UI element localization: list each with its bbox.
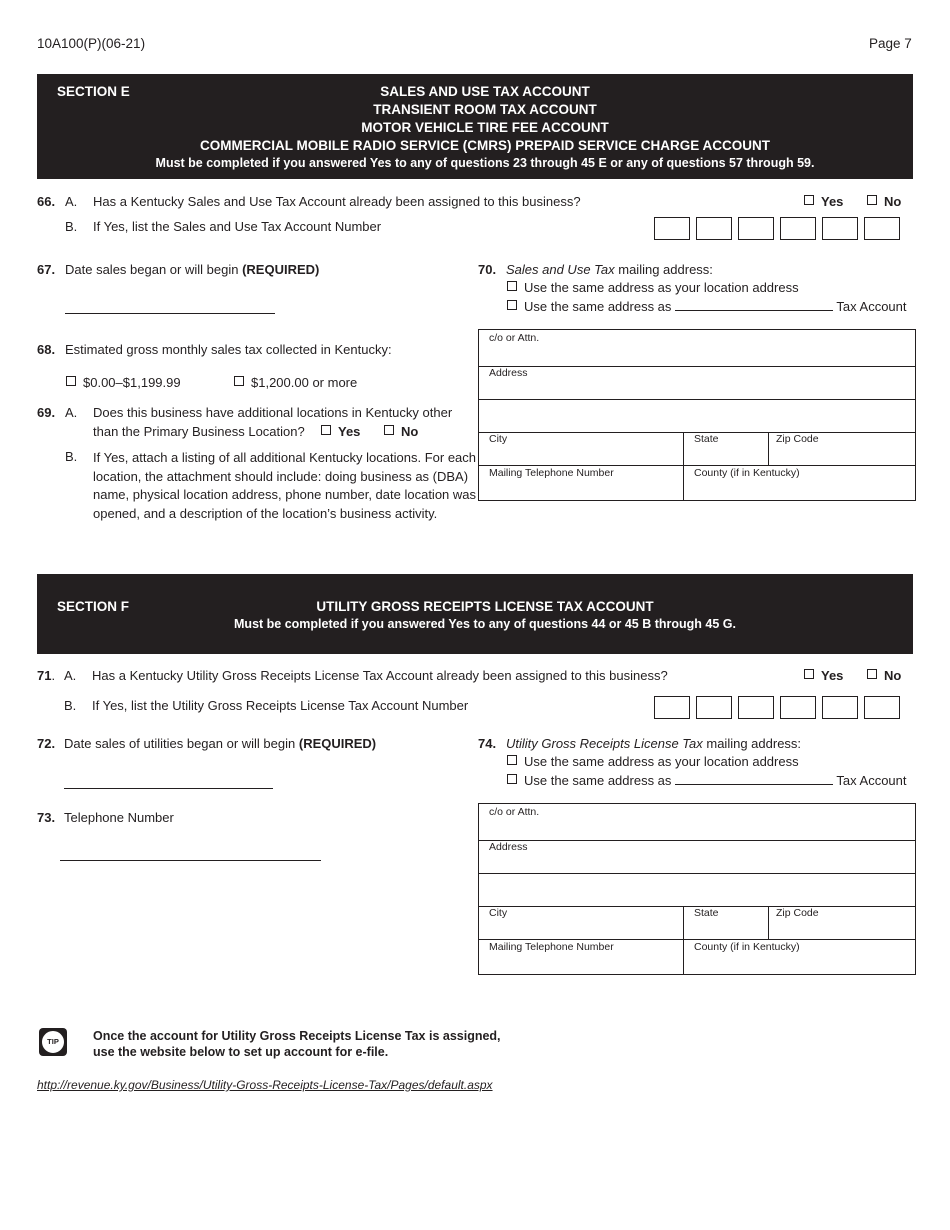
checkbox-icon xyxy=(507,281,517,291)
digit-box[interactable] xyxy=(696,217,732,240)
q72-date-line[interactable] xyxy=(64,788,273,789)
q71-yes-label: Yes xyxy=(821,668,844,683)
form-id: 10A100(P)(06-21) xyxy=(37,36,146,51)
digit-box[interactable] xyxy=(780,217,816,240)
section-f-address-box[interactable] xyxy=(478,803,916,975)
section-f-header xyxy=(37,574,913,654)
q70-option-2-pre: Use the same address as xyxy=(524,299,676,314)
q69-yes-label: Yes xyxy=(338,424,361,439)
q66-yes-checkbox[interactable] xyxy=(804,194,843,209)
tip-line-1: Once the account for Utility Gross Receipts License Tax is assigned, xyxy=(93,1029,501,1043)
checkbox-icon xyxy=(804,669,814,679)
q68-text: Estimated gross monthly sales tax collected in Kentucky: xyxy=(65,342,392,357)
q69-number: 69. xyxy=(37,405,56,420)
tip-text xyxy=(93,1028,501,1060)
q69-yes-checkbox[interactable] xyxy=(321,424,360,439)
q71-a-label: A. xyxy=(64,668,77,683)
checkbox-icon xyxy=(66,376,76,386)
q70-option-2-post: Tax Account xyxy=(833,299,907,314)
q71-account-number-boxes[interactable] xyxy=(654,696,900,719)
section-e-subtitle: Must be completed if you answered Yes to any of questions 23 through 45 E or any of questions 57 through 59. xyxy=(155,156,815,170)
q71-no-label: No xyxy=(884,668,902,683)
section-f-subtitle: Must be completed if you answered Yes to any of questions 44 or 45 B through 45 G. xyxy=(234,617,736,631)
co-attn-label: c/o or Attn. xyxy=(489,332,540,344)
q68-option-2-label: $1,200.00 or more xyxy=(251,375,358,390)
section-e-header xyxy=(37,74,913,179)
digit-box[interactable] xyxy=(822,696,858,719)
city-label: City xyxy=(489,907,508,919)
digit-box[interactable] xyxy=(738,696,774,719)
checkbox-icon xyxy=(321,425,331,435)
checkbox-icon xyxy=(867,669,877,679)
city-label: City xyxy=(489,433,508,445)
q74-option-2-pre: Use the same address as xyxy=(524,773,676,788)
q69-b-line: If Yes, attach a listing of all additional Kentucky locations. For each xyxy=(93,450,477,465)
q69-no-label: No xyxy=(401,424,419,439)
q71-a-text: Has a Kentucky Utility Gross Receipts License Tax Account already been assigned to this business? xyxy=(92,668,668,683)
checkbox-icon xyxy=(384,425,394,435)
q71-dot: . xyxy=(51,668,56,683)
q71-number xyxy=(37,668,55,683)
state-label: State xyxy=(694,433,719,445)
section-f-label: SECTION F xyxy=(57,599,130,614)
q74-number: 74. xyxy=(478,736,497,751)
section-f-title: UTILITY GROSS RECEIPTS LICENSE TAX ACCOUNT xyxy=(316,599,654,614)
q71-num: 71 xyxy=(37,668,52,683)
q68-number: 68. xyxy=(37,342,56,357)
q67-label: Date sales began or will begin xyxy=(65,262,243,277)
q68-option-2[interactable] xyxy=(234,375,357,390)
tip-line-2: use the website below to set up account for e-file. xyxy=(93,1045,389,1059)
q66-b-label: B. xyxy=(65,219,78,234)
q66-a-text: Has a Kentucky Sales and Use Tax Account already been assigned to this business? xyxy=(93,194,581,209)
q70-title xyxy=(506,262,713,277)
q74-option-same-location[interactable] xyxy=(507,754,799,769)
q69-b-line: name, physical location address, phone number, date location was xyxy=(93,487,477,503)
checkbox-icon xyxy=(507,774,517,784)
q71-yes-checkbox[interactable] xyxy=(804,668,843,683)
q71-b-text: If Yes, list the Utility Gross Receipts License Tax Account Number xyxy=(92,698,469,713)
q74-option-2-post: Tax Account xyxy=(833,773,907,788)
q72-label: Date sales of utilities began or will begin xyxy=(64,736,299,751)
section-e-label: SECTION E xyxy=(57,84,130,99)
digit-box[interactable] xyxy=(864,696,900,719)
tip-icon-label: TIP xyxy=(42,1031,64,1053)
q73-phone-line[interactable] xyxy=(60,860,321,861)
zip-label: Zip Code xyxy=(776,433,819,445)
checkbox-icon xyxy=(507,300,517,310)
q70-option-same-as-account[interactable] xyxy=(507,299,907,314)
q66-number: 66. xyxy=(37,194,56,209)
q67-required: (REQUIRED) xyxy=(242,262,320,277)
q69-b-label: B. xyxy=(65,449,78,464)
digit-box[interactable] xyxy=(864,217,900,240)
q73-number: 73. xyxy=(37,810,56,825)
digit-box[interactable] xyxy=(822,217,858,240)
digit-box[interactable] xyxy=(654,696,690,719)
checkbox-icon xyxy=(804,195,814,205)
address-label: Address xyxy=(489,841,528,853)
q69-no-checkbox[interactable] xyxy=(384,424,418,439)
q66-b-text: If Yes, list the Sales and Use Tax Account Number xyxy=(93,219,382,234)
section-e-title-3: MOTOR VEHICLE TIRE FEE ACCOUNT xyxy=(361,120,609,135)
q74-title xyxy=(506,736,801,751)
state-label: State xyxy=(694,907,719,919)
q71-no-checkbox[interactable] xyxy=(867,668,901,683)
q69-b-text xyxy=(93,449,476,524)
q70-title-italic: Sales and Use Tax xyxy=(506,262,615,277)
q69-b-line: opened, and a description of the location’s business activity. xyxy=(93,506,438,522)
digit-box[interactable] xyxy=(780,696,816,719)
checkbox-icon xyxy=(867,195,877,205)
q66-no-checkbox[interactable] xyxy=(867,194,901,209)
q69-b-line: location, the attachment should include: doing business as (DBA) xyxy=(93,468,469,484)
checkbox-icon xyxy=(507,755,517,765)
q72-text xyxy=(64,736,376,751)
digit-box[interactable] xyxy=(654,217,690,240)
q74-option-same-as-account[interactable] xyxy=(507,773,907,788)
q67-text xyxy=(65,262,319,277)
tip-icon xyxy=(39,1028,67,1056)
q70-option-same-location[interactable] xyxy=(507,280,799,295)
q74-title-rest: mailing address: xyxy=(702,736,802,751)
zip-label: Zip Code xyxy=(776,907,819,919)
digit-box[interactable] xyxy=(696,696,732,719)
q74-account-type-blank[interactable] xyxy=(675,784,833,785)
county-label: County (if in Kentucky) xyxy=(694,941,800,953)
q74-option-1-label: Use the same address as your location address xyxy=(524,754,799,769)
q68-option-1-label: $0.00–$1,199.99 xyxy=(83,375,181,390)
section-e-address-box[interactable] xyxy=(478,329,916,501)
county-label: County (if in Kentucky) xyxy=(694,467,800,479)
section-e-title-2: TRANSIENT ROOM TAX ACCOUNT xyxy=(373,102,597,117)
q71-b-label: B. xyxy=(64,698,77,713)
q70-number: 70. xyxy=(478,262,497,277)
q70-account-type-blank[interactable] xyxy=(675,310,833,311)
q66-yes-label: Yes xyxy=(821,194,844,209)
phone-label: Mailing Telephone Number xyxy=(489,467,614,479)
checkbox-icon xyxy=(234,376,244,386)
q69-a-line-2: than the Primary Business Location? xyxy=(93,424,305,439)
tip-url-link[interactable]: http://revenue.ky.gov/Business/Utility-Gross-Receipts-License-Tax/Pages/default.aspx xyxy=(37,1078,493,1092)
q72-required: (REQUIRED) xyxy=(298,736,377,751)
q67-date-line[interactable] xyxy=(65,313,275,314)
section-e-title-4: COMMERCIAL MOBILE RADIO SERVICE (CMRS) PREPAID SERVICE CHARGE ACCOUNT xyxy=(199,138,771,153)
q70-title-rest: mailing address: xyxy=(614,262,713,277)
q66-a-label: A. xyxy=(65,194,78,209)
q70-option-1-label: Use the same address as your location address xyxy=(524,280,799,295)
q66-no-label: No xyxy=(884,194,902,209)
q67-number: 67. xyxy=(37,262,56,277)
q68-option-1[interactable] xyxy=(66,375,181,390)
q66-account-number-boxes[interactable] xyxy=(654,217,900,240)
phone-label: Mailing Telephone Number xyxy=(489,941,614,953)
page-number: Page 7 xyxy=(869,36,912,51)
q69-a-label: A. xyxy=(65,405,78,420)
q73-text: Telephone Number xyxy=(64,810,174,825)
q72-number: 72. xyxy=(37,736,56,751)
section-e-title-1: SALES AND USE TAX ACCOUNT xyxy=(380,84,590,99)
co-attn-label: c/o or Attn. xyxy=(489,806,540,818)
q69-a-line-1: Does this business have additional locations in Kentucky other xyxy=(93,405,453,420)
address-label: Address xyxy=(489,367,528,379)
q74-title-italic: Utility Gross Receipts License Tax xyxy=(506,736,703,751)
digit-box[interactable] xyxy=(738,217,774,240)
